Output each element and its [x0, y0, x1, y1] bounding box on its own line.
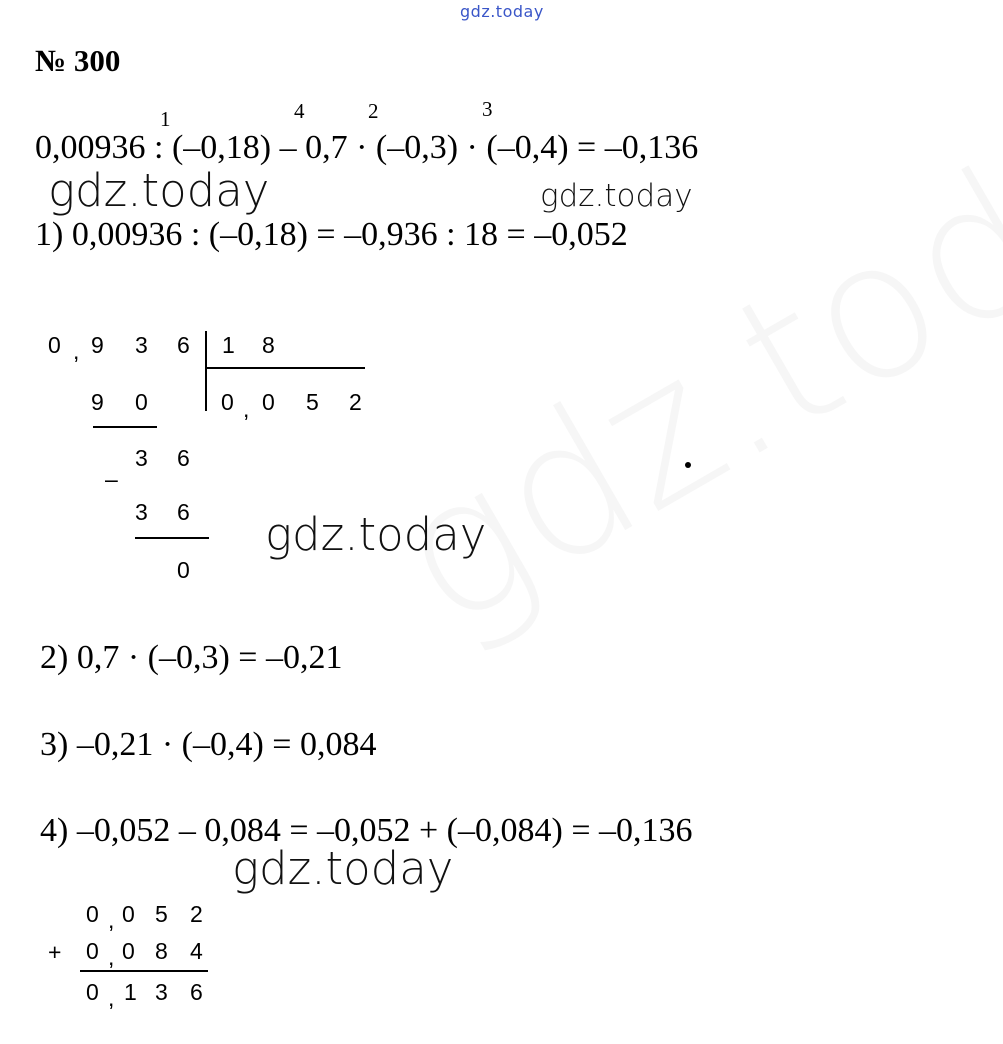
order-mark-4: 3 — [482, 97, 493, 121]
addend-digit: 5 — [155, 901, 168, 927]
dividend-digit: 0 — [48, 332, 61, 358]
quotient-digit: 0 — [221, 389, 234, 415]
addend-digit: 2 — [190, 901, 203, 927]
watermark-1: gdz.today — [48, 164, 270, 217]
watermark-4: gdz.today — [232, 842, 454, 895]
sum-comma: , — [108, 985, 115, 1011]
quotient-digit: 0 — [262, 389, 275, 415]
sum-digit: 1 — [124, 979, 137, 1005]
divisor-digit: 8 — [262, 332, 275, 358]
watermark-top: gdz.today — [460, 2, 544, 21]
work-digit: 6 — [177, 445, 190, 471]
work-digit: 6 — [177, 499, 190, 525]
division-horizontal-line — [205, 367, 365, 369]
plus-sign: + — [48, 939, 62, 965]
stray-dot — [685, 462, 691, 468]
watermark-3: gdz.today — [265, 508, 487, 561]
sum-digit: 3 — [155, 979, 168, 1005]
main-expression: 0,00936 : (–0,18) – 0,7 · (–0,3) · (–0,4) = –0,136 — [35, 129, 699, 166]
order-mark-3: 2 — [368, 99, 379, 123]
order-mark-2: 4 — [294, 99, 305, 123]
dividend-digit: 9 — [91, 332, 104, 358]
sum-digit: 6 — [190, 979, 203, 1005]
addend-digit: 0 — [122, 901, 135, 927]
sum-digit: 0 — [86, 979, 99, 1005]
division-vertical-line — [205, 331, 207, 411]
work-digit: 9 — [91, 389, 104, 415]
quotient-comma: , — [243, 396, 250, 422]
dividend-digit: 3 — [135, 332, 148, 358]
step-4: 4) –0,052 – 0,084 = –0,052 + (–0,084) = –0,136 — [40, 812, 693, 849]
order-mark-1: 1 — [160, 107, 171, 131]
background-watermark — [360, 13, 1003, 672]
sum-line — [80, 970, 208, 972]
dividend-comma: , — [73, 338, 80, 364]
addend-comma: , — [108, 907, 115, 933]
step-2: 2) 0,7 · (–0,3) = –0,21 — [40, 639, 343, 676]
step-1: 1) 0,00936 : (–0,18) = –0,936 : 18 = –0,052 — [35, 216, 628, 253]
addend-digit: 0 — [122, 938, 135, 964]
step-3: 3) –0,21 · (–0,4) = 0,084 — [40, 726, 377, 763]
divisor-digit: 1 — [222, 332, 235, 358]
dividend-digit: 6 — [177, 332, 190, 358]
addend-comma: , — [108, 944, 115, 970]
work-digit: 0 — [135, 389, 148, 415]
quotient-digit: 5 — [306, 389, 319, 415]
addend-digit: 0 — [86, 938, 99, 964]
work-remainder: 0 — [177, 557, 190, 583]
work-underline — [93, 426, 157, 428]
work-digit: 3 — [135, 445, 148, 471]
quotient-digit: 2 — [349, 389, 362, 415]
watermark-2: gdz.today — [540, 178, 693, 214]
minus-sign: – — [105, 466, 118, 492]
problem-title: № 300 — [35, 43, 121, 78]
addend-digit: 8 — [155, 938, 168, 964]
addend-digit: 0 — [86, 901, 99, 927]
work-underline — [135, 537, 209, 539]
addend-digit: 4 — [190, 938, 203, 964]
work-digit: 3 — [135, 499, 148, 525]
